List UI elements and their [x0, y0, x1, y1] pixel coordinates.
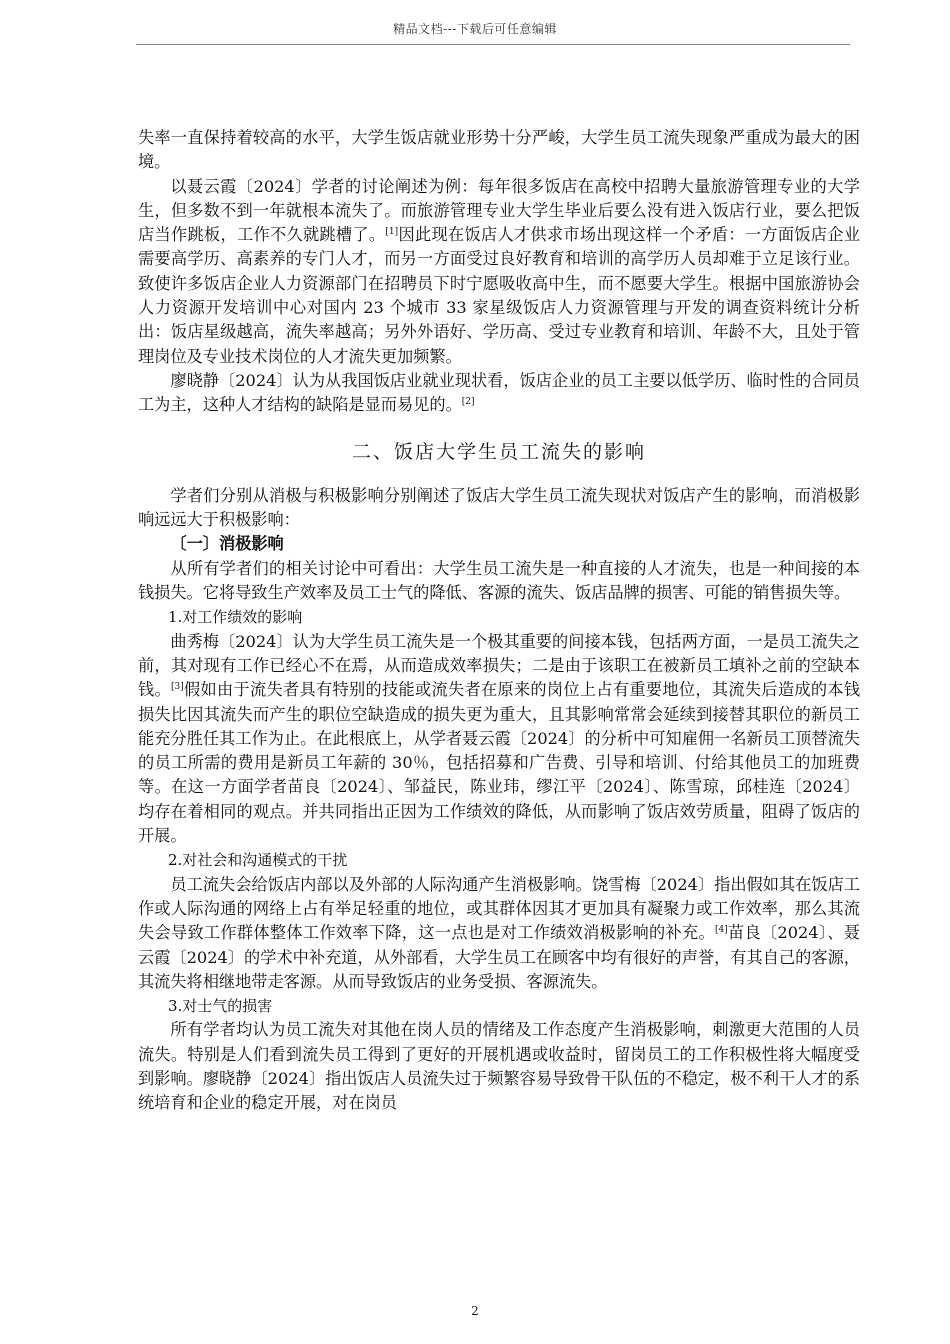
item-heading: 2.对社会和沟通模式的干扰 — [168, 851, 348, 870]
paragraph-text: 以聂云霞〔2024〕学者的讨论阐述为例：每年很多饭店在高校中招聘大量旅游管理专业的大学生，但多数不到一年就根本流失了。而旅游管理专业大学生毕业后要么没有进入饭店行业，要么把饭店当作跳板，工作不久就跳槽了。 — [138, 176, 860, 245]
paragraph — [138, 369, 860, 418]
header-divider — [136, 44, 850, 45]
item-heading: 1.对工作绩效的影响 — [168, 608, 303, 627]
paragraph-text: 苗良〔2024〕、聂云霞〔2024〕的学术中补充道，从外部看，大学生员工在顾客中均有很好的声誉，有其自己的客源，其流失将相继地带走客源。从而导致饭店的业务受损、客源流失。 — [138, 923, 860, 991]
paragraph — [138, 873, 860, 994]
paragraph-text: 因此现在饭店人才供求市场出现这样一个矛盾：一方面饭店企业需要高学历、高素养的专门人才，而另一方面受过良好教育和培训的高学历人员却难于立足该行业。致使许多饭店企业人力资源部门在招聘员下时宁愿吸收高中生，而不愿要大学生。根据中国旅游协会人力资源开发培训中心对国内 23 个城市 33 家星级饭店人力资源管理与开发的调查资料统计分析出：饭店星级越高，流失率越高；另外外语好、学历高、受过专业教育和培训、年龄不大，且处于管理岗位及专业技术岗位的人才流失更加频繁。 — [138, 225, 861, 366]
citation-ref[interactable]: [1] — [385, 227, 399, 238]
paragraph: 学者们分别从消极与积极影响分别阐述了饭店大学生员工流失现状对饭店产生的影响，而消极影响远远大于积极影响： — [138, 485, 860, 530]
citation-ref[interactable]: [4] — [714, 925, 728, 936]
paragraph — [138, 126, 860, 175]
paragraph: 所有学者均认为员工流失对其他在岗人员的情绪及工作态度产生消极影响，刺激更大范围的人员流失。特别是人们看到流失员工得到了更好的开展机遇或收益时，留岗员工的工作积极性将大幅度受到影响。廖晓静〔2024〕指出饭店人员流失过于频繁容易导致骨干队伍的不稳定，极不利干人才的系统培育和企业的稳定开展，对在岗员 — [138, 1020, 860, 1113]
paragraph-text: 员工流失会给饭店内部以及外部的人际沟通产生消极影响。饶雪梅〔2024〕指出假如其在饭店工作或人际沟通的网络上占有举足轻重的地位，或其群体因其才更加具有凝聚力或工作效率，那么其流失会导致工作群体整体工作效率下降，这一点也是对工作绩效消极影响的补充。 — [138, 874, 860, 943]
paragraph-text: 失率一直保持着较高的水平，大学生饭店就业形势十分严峻，大学生员工流失现象严重成为最大的困境。 — [138, 128, 860, 172]
paragraph-text: 廖晓静〔2024〕认为从我国饭店业就业现状看，饭店企业的员工主要以低学历、临时性的合同员工为主，这种人才结构的缺陷是显而易见的。 — [138, 370, 860, 415]
subsection-heading: 〔一〕消极影响 — [170, 534, 284, 554]
paragraph: 从所有学者们的相关讨论中可看出：大学生员工流失是一种直接的人才流失，也是一种间接的本钱损失。它将导致生产效率及员工士气的降低、客源的流失、饭店品牌的损害、可能的销售损失等。 — [138, 558, 860, 603]
page-header: 精品文档---下载后可任意编辑 — [393, 22, 557, 36]
page-number: 2 — [471, 1304, 479, 1318]
citation-ref[interactable]: [3] — [171, 682, 184, 693]
section-heading: 二、饭店大学生员工流失的影响 — [351, 440, 646, 463]
item-heading: 3.对士气的损害 — [168, 997, 273, 1016]
paragraph — [138, 175, 860, 369]
paragraph-text: 曲秀梅〔2024〕认为大学生员工流失是一个极其重要的间接本钱，包括两方面，一是员工流失之前，其对现有工作已经心不在焉，从而造成效率损失；二是由于该职工在被新员工填补之前的空缺本钱。 — [138, 631, 860, 700]
paragraph — [138, 630, 860, 849]
citation-ref[interactable]: [2] — [461, 397, 475, 408]
paragraph-text: 假如由于流失者具有特别的技能或流失者在原来的岗位上占有重要地位，其流失后造成的本钱损失比因其流失而产生的职位空缺造成的损失更为重大，且其影响常常会延续到接替其职位的新员工能充分胜任其工作为止。在此根底上，从学者聂云霞〔2024〕的分析中可知雇佣一名新员工顶替流失的员工所需的费用是新员工年薪的 30％，包括招募和广告费、引导和培训、付给其他员工的加班费等。在这一方面学者苗良〔2024〕、邹益民，陈业玮，缪江平〔2024〕、陈雪琼，邱桂连〔2024〕均存在着相同的观点。并共同指出正因为工作绩效的降低，从而影响了饭店效劳质量，阻碍了饭店的开展。 — [138, 680, 861, 846]
document-body — [138, 126, 860, 1116]
